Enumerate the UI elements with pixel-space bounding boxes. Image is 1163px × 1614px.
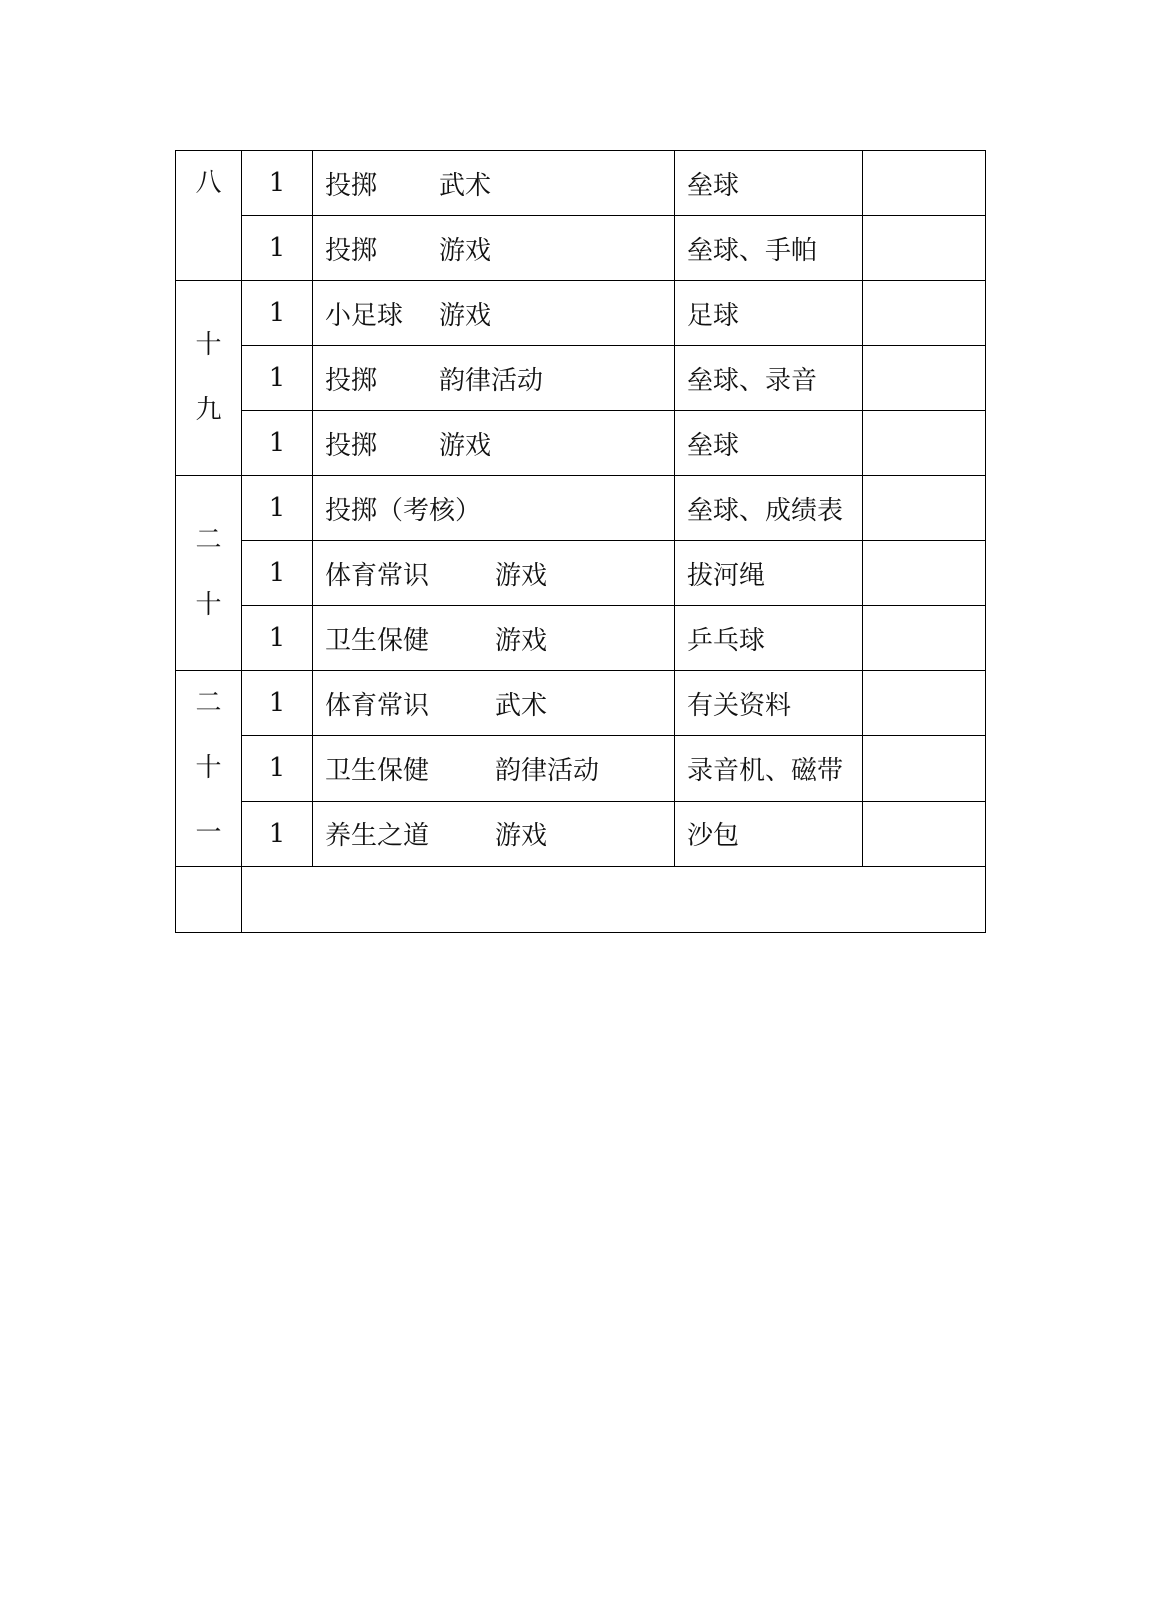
table-row: [176, 151, 986, 216]
topic-text: 体育常识: [325, 560, 430, 591]
equipment-cell: 乒乓球: [675, 606, 863, 671]
equipment-cell: 录音机、磁带: [675, 736, 863, 801]
equipment-cell: 足球: [675, 281, 863, 346]
equipment-cell: 垒球、手帕: [675, 216, 863, 281]
topic-text: 投掷: [325, 235, 378, 266]
hours-cell: 1: [242, 216, 313, 281]
content-cell: [313, 151, 675, 216]
week-char: 十: [195, 330, 222, 360]
activity-text: 游戏: [439, 235, 492, 266]
hours-cell: 1: [242, 541, 313, 606]
table-row: [176, 606, 986, 671]
table-row: [176, 411, 986, 476]
note-cell: [863, 151, 986, 216]
week-cell: [176, 151, 242, 281]
activity-text: 武术: [495, 690, 548, 721]
topic-text: 投掷: [325, 430, 378, 461]
week-char: 二: [195, 688, 222, 718]
content-cell: [313, 346, 675, 411]
activity-text: 武术: [439, 170, 492, 201]
table-row: [176, 736, 986, 801]
activity-text: 韵律活动: [495, 755, 600, 786]
activity-text: 游戏: [439, 300, 492, 331]
week-char: 一: [195, 818, 222, 848]
equipment-cell: 有关资料: [675, 671, 863, 736]
table-row: [176, 801, 986, 866]
activity-text: 游戏: [495, 560, 548, 591]
equipment-cell: 沙包: [675, 801, 863, 866]
note-cell: [863, 476, 986, 541]
content-cell: [313, 281, 675, 346]
content-cell: [313, 606, 675, 671]
footer-label-cell: [176, 867, 242, 933]
table-row: [176, 476, 986, 541]
table-row: [176, 671, 986, 736]
hours-cell: 1: [242, 736, 313, 801]
equipment-cell: 垒球、成绩表: [675, 476, 863, 541]
week-cell: [176, 476, 242, 671]
activity-text: 游戏: [495, 625, 548, 656]
week-char: 二: [195, 525, 222, 555]
content-cell: [313, 216, 675, 281]
table-row: [176, 281, 986, 346]
topic-text: 养生之道: [325, 821, 430, 852]
topic-text: 卫生保健: [325, 625, 430, 656]
content-cell: [313, 411, 675, 476]
equipment-cell: 垒球: [675, 151, 863, 216]
content-cell: [313, 736, 675, 801]
table-footer-row: [176, 867, 986, 933]
hours-cell: 1: [242, 346, 313, 411]
topic-text: 投掷: [325, 170, 378, 201]
footer-content-cell: [242, 867, 986, 933]
week-char: 八: [195, 168, 222, 198]
note-cell: [863, 541, 986, 606]
week-char: 九: [195, 395, 222, 425]
hours-cell: 1: [242, 606, 313, 671]
table-row: [176, 216, 986, 281]
schedule-table: [175, 150, 986, 933]
activity-text: 韵律活动: [439, 365, 544, 396]
activity-text: 游戏: [439, 430, 492, 461]
week-cell: [176, 671, 242, 867]
note-cell: [863, 801, 986, 866]
note-cell: [863, 411, 986, 476]
hours-cell: 1: [242, 671, 313, 736]
note-cell: [863, 346, 986, 411]
equipment-cell: 垒球: [675, 411, 863, 476]
note-cell: [863, 606, 986, 671]
week-cell: [176, 281, 242, 476]
table-row: [176, 346, 986, 411]
topic-text: 投掷: [325, 365, 378, 396]
topic-text: 小足球: [325, 300, 404, 331]
content-cell: [313, 541, 675, 606]
equipment-cell: 拔河绳: [675, 541, 863, 606]
content-cell: [313, 801, 675, 866]
note-cell: [863, 671, 986, 736]
week-char: 十: [195, 590, 222, 620]
note-cell: [863, 281, 986, 346]
topic-text: 投掷（考核）: [325, 495, 482, 526]
hours-cell: 1: [242, 281, 313, 346]
hours-cell: 1: [242, 411, 313, 476]
note-cell: [863, 216, 986, 281]
topic-text: 体育常识: [325, 690, 430, 721]
hours-cell: 1: [242, 151, 313, 216]
week-char: 十: [195, 753, 222, 783]
hours-cell: 1: [242, 801, 313, 866]
note-cell: [863, 736, 986, 801]
hours-cell: 1: [242, 476, 313, 541]
topic-text: 卫生保健: [325, 755, 430, 786]
equipment-cell: 垒球、录音: [675, 346, 863, 411]
activity-text: 游戏: [495, 821, 548, 852]
content-cell: [313, 476, 675, 541]
content-cell: [313, 671, 675, 736]
table-row: [176, 541, 986, 606]
